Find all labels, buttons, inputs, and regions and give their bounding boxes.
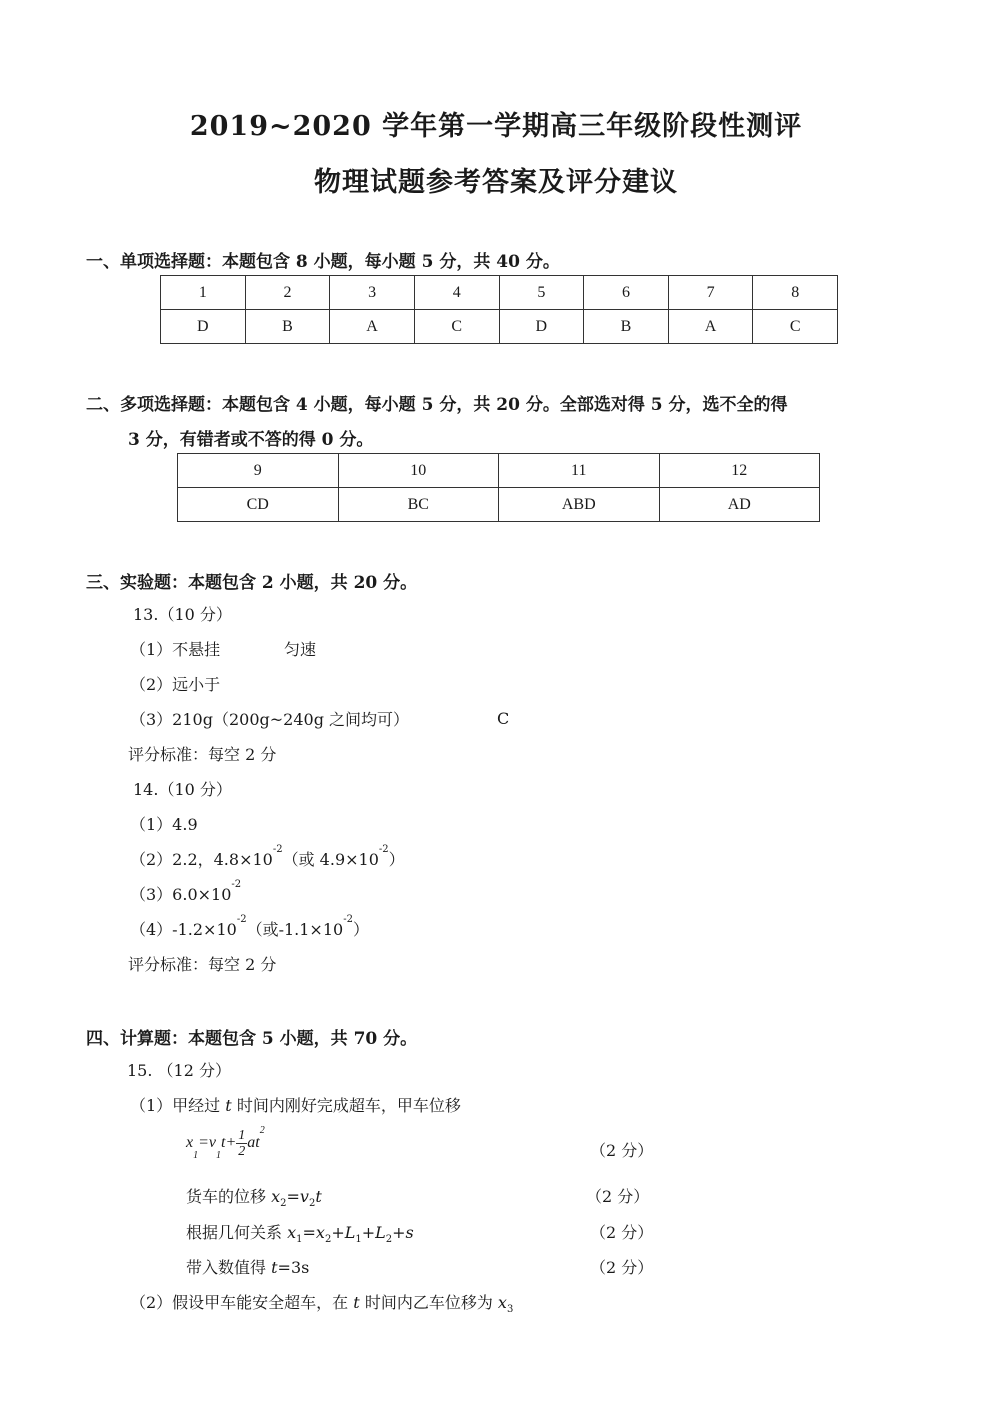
table-row [178, 488, 820, 522]
table-row [161, 276, 838, 310]
section-1-heading: 一、单项选择题：本题包含 8 小题，每小题 5 分，共 40 分。 [86, 252, 560, 272]
eq-symbol: =x [302, 1223, 325, 1242]
q14-a2-text: ） [388, 850, 405, 869]
eq-text: 带入数值得 [186, 1258, 267, 1277]
answer-cell: C [414, 310, 499, 344]
equation-2-score: （2 分） [586, 1187, 650, 1206]
answer-cell: CD [178, 488, 339, 522]
answer-cell: AD [659, 488, 820, 522]
q14-a4-text: （或-1.1×10 [246, 920, 344, 939]
subscript: 2 [308, 1198, 316, 1209]
answer-cell: ABD [499, 488, 660, 522]
equation-4 [186, 1255, 309, 1278]
question-number-cell: 1 [161, 276, 246, 310]
denominator: 2 [238, 1144, 246, 1159]
subscript: 1 [355, 1234, 362, 1245]
question-number-cell: 3 [330, 276, 415, 310]
exponent: -2 [343, 914, 353, 925]
eq-symbol: t+ [221, 1134, 237, 1152]
answer-cell: A [330, 310, 415, 344]
q15-p1-text: 时间内刚好完成超车，甲车位移 [236, 1096, 461, 1115]
q14-scoring: 评分标准：每空 2 分 [128, 955, 277, 974]
page-subtitle: 物理试题参考答案及评分建议 [314, 167, 678, 198]
table-row [178, 454, 820, 488]
q14-a2-text: （2）2.2，4.8×10 [130, 850, 273, 869]
q13-scoring: 评分标准：每空 2 分 [128, 745, 277, 764]
eq-symbol: x [271, 1187, 281, 1206]
subscript: 2 [280, 1198, 287, 1209]
variable: t [353, 1293, 360, 1312]
question-number-cell: 9 [178, 454, 339, 488]
exponent: 2 [259, 1125, 265, 1136]
equation-4-score: （2 分） [590, 1258, 654, 1277]
equation-2 [186, 1184, 322, 1207]
eq-text: 货车的位移 [186, 1187, 267, 1206]
question-number-cell: 12 [659, 454, 820, 488]
q15-p2-text: 时间内乙车位移为 [364, 1293, 493, 1312]
eq-symbol: at [247, 1134, 260, 1152]
subscript: 1 [216, 1150, 222, 1161]
eq-symbol: t [271, 1258, 278, 1277]
equation-1 [186, 1125, 265, 1161]
numerator: 1 [238, 1128, 246, 1143]
q14-answer-4 [130, 914, 369, 940]
q13-title: 13.（10 分） [133, 605, 232, 624]
q14-answer-3 [130, 879, 242, 905]
q15-p1-text: （1）甲经过 [130, 1096, 221, 1115]
answer-cell: BC [338, 488, 499, 522]
eq-symbol: +s [392, 1223, 414, 1242]
section-2-heading: 二、多项选择题：本题包含 4 小题，每小题 5 分，共 20 分。全部选对得 5 分，选不全的得 [86, 395, 788, 415]
subscript: 3 [506, 1304, 514, 1315]
q14-title: 14.（10 分） [133, 780, 232, 799]
subscript: 1 [193, 1150, 199, 1161]
q14-a4-text: （4）-1.2×10 [130, 920, 237, 939]
question-number-cell: 4 [414, 276, 499, 310]
q14-a3-text: （3）6.0×10 [130, 885, 232, 904]
answer-cell: C [753, 310, 838, 344]
q15-part-1 [130, 1093, 461, 1116]
answer-cell: B [584, 310, 669, 344]
exponent: -2 [272, 844, 283, 855]
q15-title: 15. （12 分） [127, 1061, 231, 1080]
subscript: 2 [324, 1234, 332, 1245]
multiple-choice-answer-table [177, 453, 820, 522]
equation-1-score: （2 分） [590, 1141, 654, 1160]
q13-answer-2: （2）远小于 [130, 675, 221, 694]
question-number-cell: 8 [753, 276, 838, 310]
variable: x [497, 1293, 507, 1312]
q13-answer-1: （1）不悬挂 [130, 640, 221, 659]
q15-part-2 [130, 1290, 513, 1313]
subscript: 1 [296, 1234, 303, 1245]
q14-a2-text: （或 4.9×10 [282, 850, 379, 869]
eq-symbol: x [186, 1134, 194, 1152]
exponent: -2 [236, 914, 247, 925]
q15-p2-text: （2）假设甲车能安全超车，在 [130, 1293, 349, 1312]
q13-answer-3: （3）210g（200g~240g 之间均可） [130, 710, 410, 729]
eq-symbol: x [287, 1223, 297, 1242]
section-4-heading: 四、计算题：本题包含 5 小题，共 70 分。 [86, 1029, 418, 1049]
question-number-cell: 2 [245, 276, 330, 310]
answer-cell: D [499, 310, 584, 344]
q14-answer-1: （1）4.9 [130, 815, 198, 834]
q13-answer-1-value: 匀速 [284, 640, 317, 659]
exponent: -2 [231, 879, 242, 890]
subscript: 2 [385, 1234, 393, 1245]
variable: t [225, 1096, 232, 1115]
eq-symbol: +L [361, 1223, 386, 1242]
question-number-cell: 11 [499, 454, 660, 488]
question-number-cell: 7 [668, 276, 753, 310]
question-number-cell: 6 [584, 276, 669, 310]
single-choice-answer-table [160, 275, 838, 344]
q13-answer-3-value: C [497, 709, 510, 728]
page-title: 2019~2020 学年第一学期高三年级阶段性测评 [189, 111, 803, 142]
section-3-heading: 三、实验题：本题包含 2 小题，共 20 分。 [86, 573, 418, 593]
eq-symbol: v [208, 1134, 217, 1152]
answer-cell: A [668, 310, 753, 344]
eq-symbol: = [198, 1134, 209, 1152]
answer-cell: B [245, 310, 330, 344]
section-2-heading-cont: 3 分，有错者或不答的得 0 分。 [128, 430, 374, 450]
answer-cell: D [161, 310, 246, 344]
question-number-cell: 5 [499, 276, 584, 310]
eq-symbol: +L [331, 1223, 356, 1242]
eq-symbol: =v [286, 1187, 309, 1206]
q14-answer-2 [130, 844, 405, 870]
exponent: -2 [378, 844, 389, 855]
equation-3-score: （2 分） [590, 1223, 654, 1242]
eq-symbol: =3s [277, 1258, 310, 1277]
q14-a4-text: ） [352, 920, 369, 939]
fraction [236, 1128, 247, 1159]
question-number-cell: 10 [338, 454, 499, 488]
equation-3 [186, 1220, 414, 1243]
eq-text: 根据几何关系 [186, 1223, 283, 1242]
eq-symbol: t [315, 1187, 322, 1206]
table-row [161, 310, 838, 344]
